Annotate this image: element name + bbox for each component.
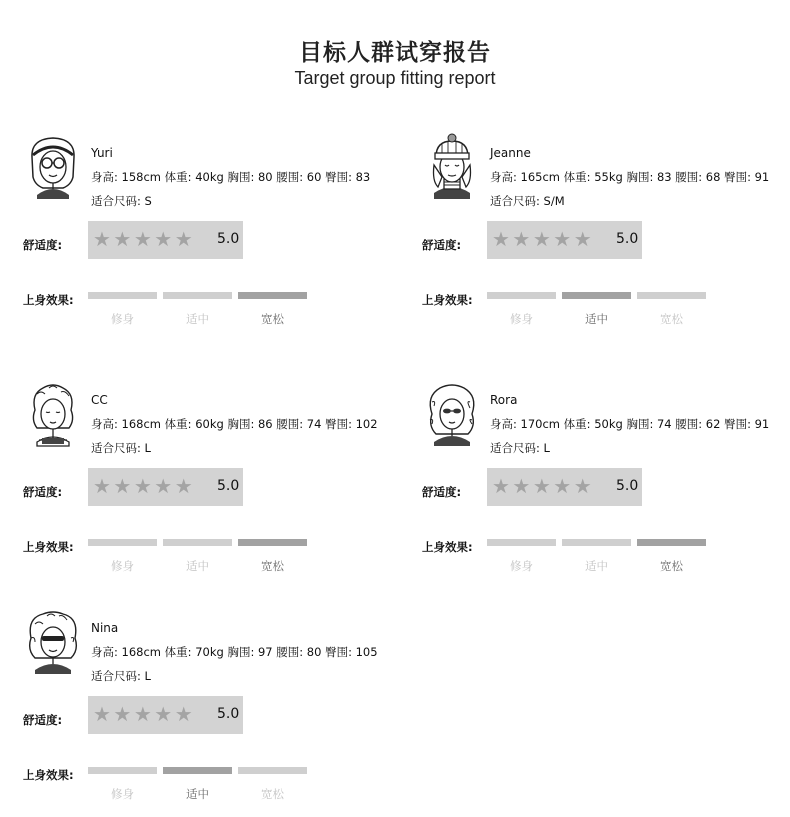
fit-option-regular: 适中 [186, 559, 209, 573]
comfort-rating [88, 696, 243, 734]
rating-score: 5.0 [217, 478, 240, 494]
comfort-rating [487, 468, 642, 506]
fit-option-regular: 适中 [585, 312, 608, 326]
fit-option-loose: 宽松 [261, 312, 284, 326]
body-measurements: 身高: 170cm 体重: 50kg 胸围: 74 腰围: 62 臀围: 91 [490, 417, 770, 431]
rating-score: 5.0 [616, 231, 639, 247]
report-subtitle: Target group fitting report [294, 68, 496, 88]
person-card-yuri [23, 133, 413, 333]
comfort-label: 舒适度: [23, 238, 63, 252]
person-card-rora [422, 380, 790, 580]
recommended-size: 适合尺码: L [91, 441, 151, 455]
star-rating-icon: ★★★★★ [492, 227, 595, 251]
recommended-size: 适合尺码: L [490, 441, 550, 455]
woman-wavy-hair-sunglasses-icon [422, 380, 482, 452]
fit-option-regular: 适中 [186, 787, 209, 801]
fit-bar-loose [238, 767, 307, 774]
star-rating-icon: ★★★★★ [492, 474, 595, 498]
star-rating-icon: ★★★★★ [93, 227, 196, 251]
person-name: Yuri [91, 146, 113, 160]
star-rating-icon: ★★★★★ [93, 474, 196, 498]
fit-label: 上身效果: [23, 768, 74, 782]
recommended-size: 适合尺码: L [91, 669, 151, 683]
fit-bar-regular [562, 292, 631, 299]
woman-sunglasses-curly-icon [23, 608, 83, 680]
rating-score: 5.0 [217, 706, 240, 722]
comfort-label: 舒适度: [23, 485, 63, 499]
fit-option-slim: 修身 [111, 312, 134, 326]
fit-bar-regular [163, 539, 232, 546]
comfort-rating [88, 221, 243, 259]
fit-bar-slim [487, 292, 556, 299]
recommended-size: 适合尺码: S [91, 194, 152, 208]
fit-option-slim: 修身 [111, 787, 134, 801]
person-card-cc [23, 380, 413, 580]
fit-option-slim: 修身 [510, 559, 533, 573]
fit-option-regular: 适中 [186, 312, 209, 326]
fit-bar-loose [238, 539, 307, 546]
person-name: CC [91, 393, 108, 407]
comfort-label: 舒适度: [422, 238, 462, 252]
body-measurements: 身高: 158cm 体重: 40kg 胸围: 80 腰围: 60 臀围: 83 [91, 170, 371, 184]
fit-label: 上身效果: [23, 293, 74, 307]
comfort-rating [88, 468, 243, 506]
fit-bar-slim [88, 539, 157, 546]
fit-option-loose: 宽松 [660, 559, 683, 573]
fit-bar-regular [562, 539, 631, 546]
report-title: 目标人群试穿报告 [299, 40, 491, 66]
fit-bar-slim [88, 292, 157, 299]
star-rating-icon: ★★★★★ [93, 702, 196, 726]
woman-beanie-icon [422, 133, 482, 205]
woman-curly-hair-icon [23, 380, 83, 452]
comfort-rating [487, 221, 642, 259]
comfort-label: 舒适度: [23, 713, 63, 727]
person-name: Nina [91, 621, 119, 635]
person-name: Jeanne [490, 146, 531, 160]
fit-label: 上身效果: [422, 540, 473, 554]
rating-score: 5.0 [217, 231, 240, 247]
fit-option-regular: 适中 [585, 559, 608, 573]
fit-bar-regular [163, 292, 232, 299]
recommended-size: 适合尺码: S/M [490, 194, 565, 208]
fit-option-slim: 修身 [111, 559, 134, 573]
fit-option-loose: 宽松 [261, 787, 284, 801]
fit-label: 上身效果: [23, 540, 74, 554]
person-card-nina [23, 608, 413, 808]
woman-glasses-headband-icon [23, 133, 83, 205]
fit-option-slim: 修身 [510, 312, 533, 326]
fit-bar-loose [637, 539, 706, 546]
body-measurements: 身高: 168cm 体重: 60kg 胸围: 86 腰围: 74 臀围: 102 [91, 417, 378, 431]
body-measurements: 身高: 168cm 体重: 70kg 胸围: 97 腰围: 80 臀围: 105 [91, 645, 378, 659]
fit-bar-loose [637, 292, 706, 299]
person-card-jeanne [422, 133, 790, 333]
person-name: Rora [490, 393, 518, 407]
fit-label: 上身效果: [422, 293, 473, 307]
fit-bar-loose [238, 292, 307, 299]
fit-bar-regular [163, 767, 232, 774]
fit-bar-slim [487, 539, 556, 546]
fit-bar-slim [88, 767, 157, 774]
fit-option-loose: 宽松 [261, 559, 284, 573]
body-measurements: 身高: 165cm 体重: 55kg 胸围: 83 腰围: 68 臀围: 91 [490, 170, 770, 184]
comfort-label: 舒适度: [422, 485, 462, 499]
fit-option-loose: 宽松 [660, 312, 683, 326]
rating-score: 5.0 [616, 478, 639, 494]
